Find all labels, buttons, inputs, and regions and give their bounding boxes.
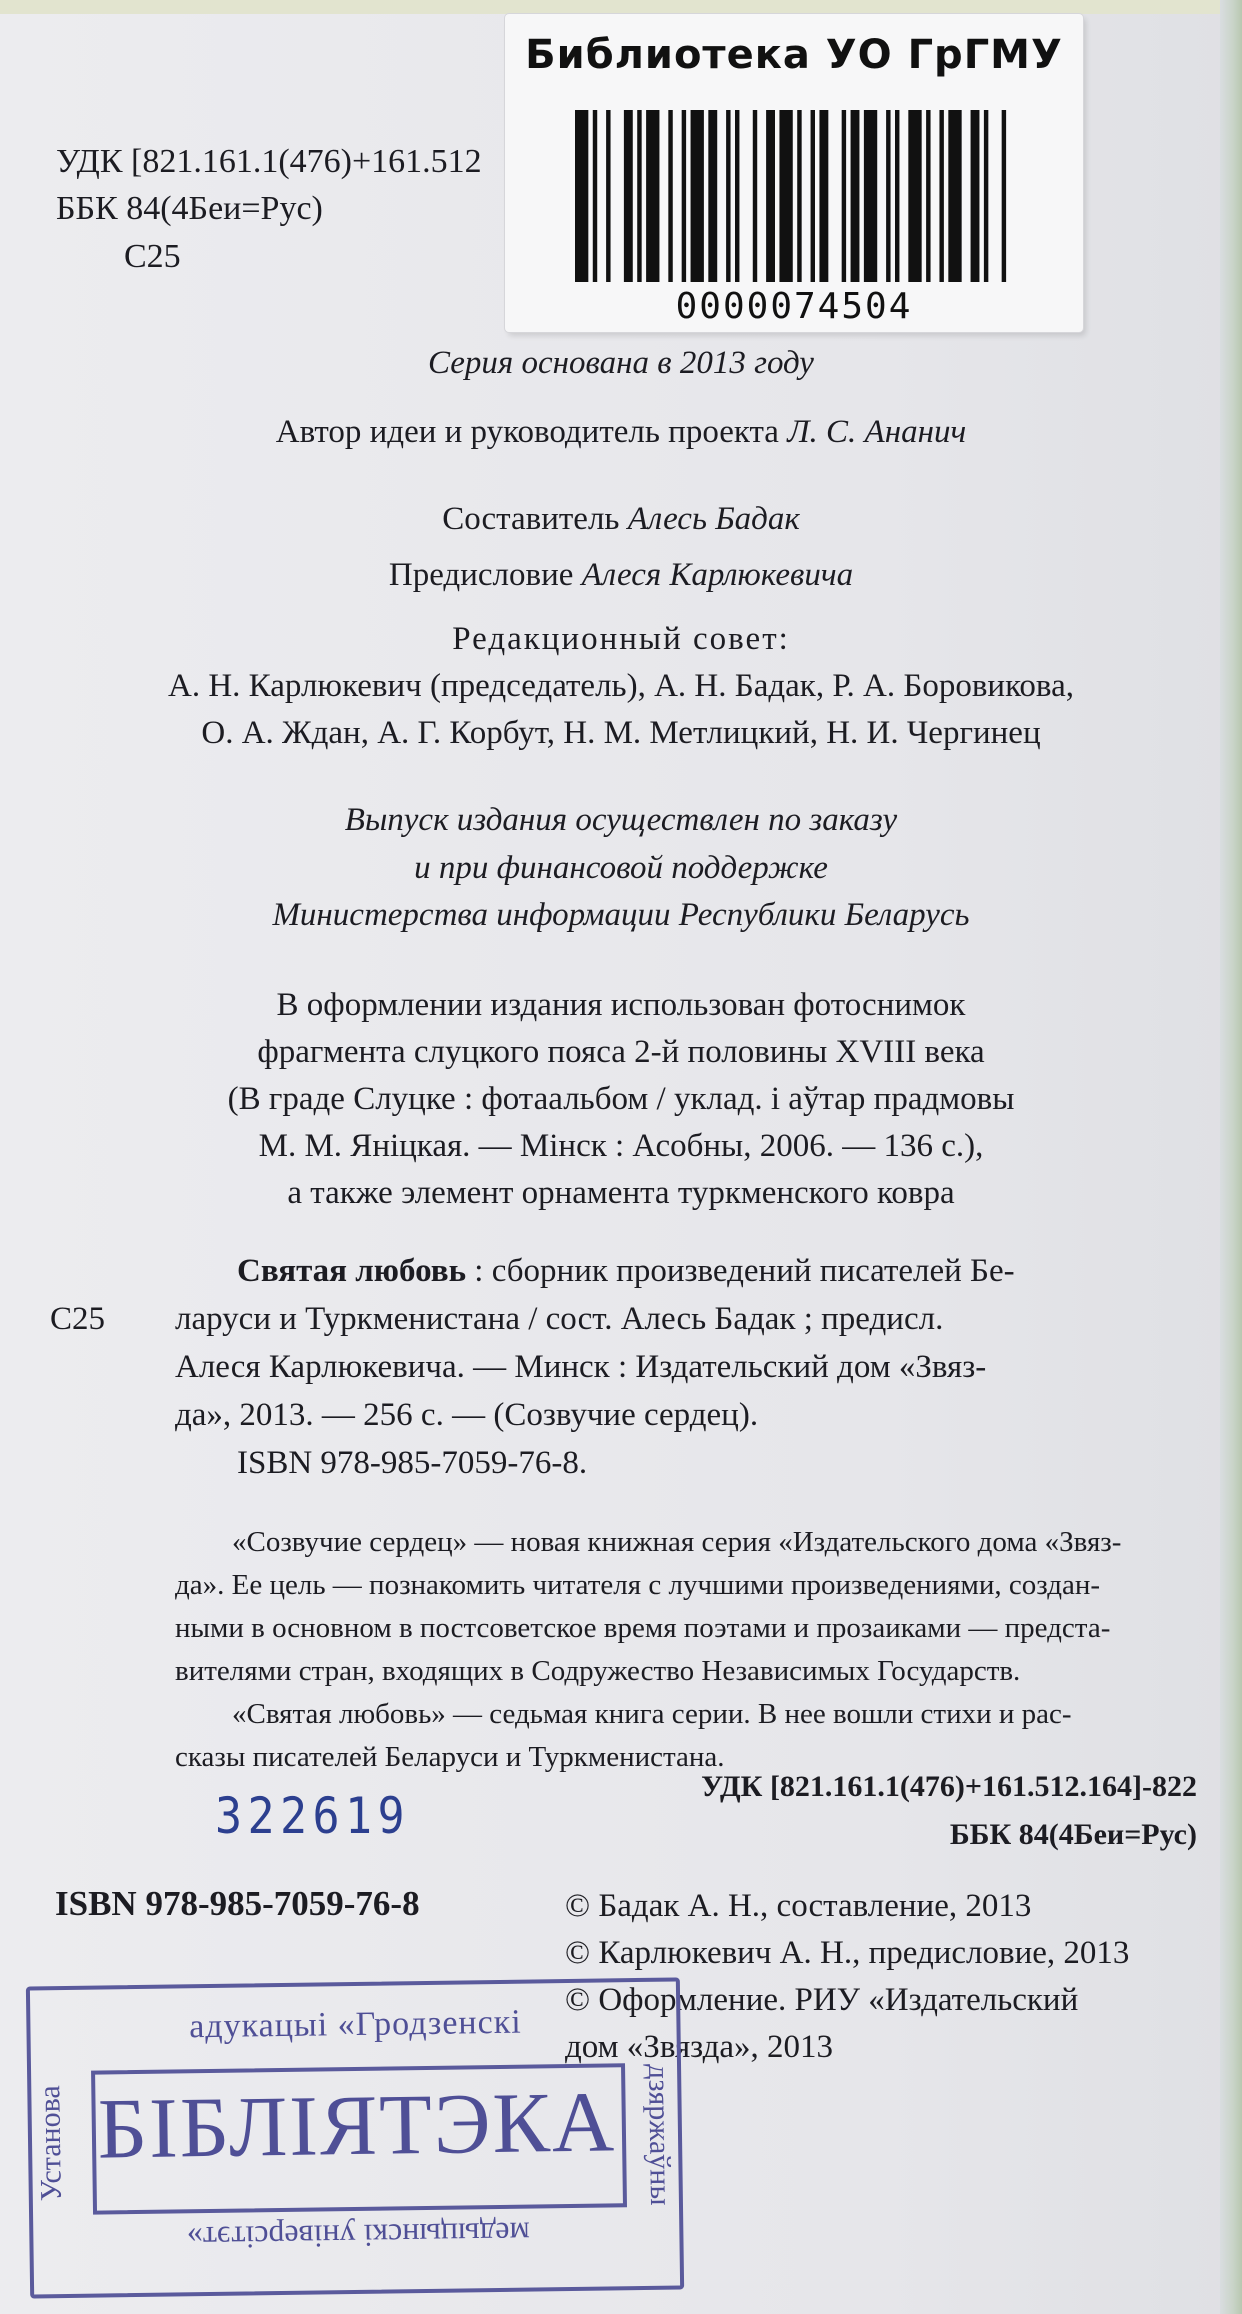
funding-line-3: Министерства информации Республики Беларусь xyxy=(272,897,970,933)
copyright-line-1: © Бадак А. Н., составление, 2013 xyxy=(565,1888,1032,1924)
design-note-line-5: а также элемент орнамента туркменского ковра xyxy=(287,1175,955,1211)
copyright-line-4: дом «Звязда», 2013 xyxy=(565,2029,834,2065)
design-note-line-2: фрагмента слуцкого пояса 2-й половины XVIII века xyxy=(257,1034,985,1070)
sticker-title: Библиотека УО ГрГМУ xyxy=(525,32,1063,78)
catalog-line-2: ларуси и Туркменистана / сост. Алесь Бадак ; предисл. xyxy=(175,1301,944,1337)
inventory-number: 322619 xyxy=(215,1787,410,1845)
annotation-line-1: «Созвучие сердец» — новая книжная серия «Издательского дома «Звяз- xyxy=(232,1526,1122,1558)
catalog-author-sign: С25 xyxy=(50,1301,106,1337)
catalog-isbn: ISBN 978-985-7059-76-8. xyxy=(237,1445,588,1481)
compiler-label: Составитель xyxy=(442,501,620,537)
author-idea-name: Л. С. Ананич xyxy=(787,414,967,450)
funding-line-2: и при финансовой поддержке xyxy=(414,850,828,886)
stamp-top-text: адукацыі «Гродзенскі xyxy=(188,2003,522,2046)
udk-bottom: УДК [821.161.1(476)+161.512.164]-822 xyxy=(701,1770,1197,1803)
catalog-line-4: да», 2013. — 256 с. — (Созвучие сердец). xyxy=(175,1397,759,1433)
series-founded: Серия основана в 2013 году xyxy=(428,345,814,381)
annotation-line-5: «Святая любовь» — седьмая книга серии. В нее вошли стихи и рас- xyxy=(232,1698,1072,1730)
author-idea xyxy=(0,416,1242,449)
library-barcode-sticker xyxy=(505,14,1083,332)
bbk-bottom: ББК 84(4Беи=Рус) xyxy=(949,1818,1197,1851)
catalog-title: Святая любовь xyxy=(237,1253,467,1289)
design-note-line-1: В оформлении издания использован фотоснимок xyxy=(276,987,966,1023)
editorial-council-heading: Редакционный совет: xyxy=(452,621,790,657)
annotation-line-4: вителями стран, входящих в Содружество Независимых Государств. xyxy=(175,1655,1021,1687)
catalog-line-1-rest: : сборник произведений писателей Бе- xyxy=(466,1253,1015,1289)
annotation-line-6: сказы писателей Беларуси и Туркменистана. xyxy=(175,1741,725,1773)
foreword-name: Алеся Карлюкевича xyxy=(581,557,854,593)
stamp-right-text: дзяржаўны xyxy=(642,2063,677,2206)
editorial-council-line-2: О. А. Ждан, А. Г. Корбут, Н. М. Метлицкий, Н. И. Чергинец xyxy=(201,715,1041,751)
library-stamp xyxy=(26,1977,682,2296)
stamp-bottom-text: медыцынскі універсітэт» xyxy=(186,2215,531,2257)
catalog-line-3: Алеся Карлюкевича. — Минск : Издательский дом «Звяз- xyxy=(175,1349,987,1385)
bbk-top: ББК 84(4Беи=Рус) xyxy=(56,190,323,227)
author-sign-top: С25 xyxy=(124,238,181,275)
annotation-line-3: ными в основном в постсоветское время поэтами и прозаиками — предста- xyxy=(175,1612,1111,1644)
design-note-line-4: М. М. Яніцкая. — Мінск : Асобны, 2006. — 136 с.), xyxy=(258,1128,984,1164)
isbn-bottom: ISBN 978-985-7059-76-8 xyxy=(55,1884,420,1923)
barcode-icon xyxy=(575,110,1015,282)
foreword xyxy=(0,559,1242,592)
editorial-council-line-1: А. Н. Карлюкевич (председатель), А. Н. Бадак, Р. А. Боровикова, xyxy=(168,668,1074,704)
annotation-line-2: да». Ее цель — познакомить читателя с лучшими произведениями, создан- xyxy=(175,1569,1100,1601)
author-idea-label: Автор идеи и руководитель проекта xyxy=(275,414,779,450)
barcode-number: 0000074504 xyxy=(675,286,913,327)
stamp-left-text: Установа xyxy=(33,2085,68,2202)
compiler-name: Алесь Бадак xyxy=(627,501,800,537)
catalog-line-1 xyxy=(237,1255,1015,1288)
foreword-label: Предисловие xyxy=(388,557,574,593)
funding-line-1: Выпуск издания осуществлен по заказу xyxy=(344,802,898,838)
compiler xyxy=(0,503,1242,536)
copyright-line-3: © Оформление. РИУ «Издательский xyxy=(565,1982,1079,2018)
design-note-line-3: (В граде Слуцке : фотаальбом / уклад. і аўтар прадмовы xyxy=(227,1081,1015,1117)
copyright-line-2: © Карлюкевич А. Н., предисловие, 2013 xyxy=(565,1935,1130,1971)
top-strip xyxy=(0,0,1242,14)
stamp-main-text: БІБЛІЯТЭКА xyxy=(96,2073,617,2177)
udk-top: УДК [821.161.1(476)+161.512 xyxy=(56,143,482,180)
